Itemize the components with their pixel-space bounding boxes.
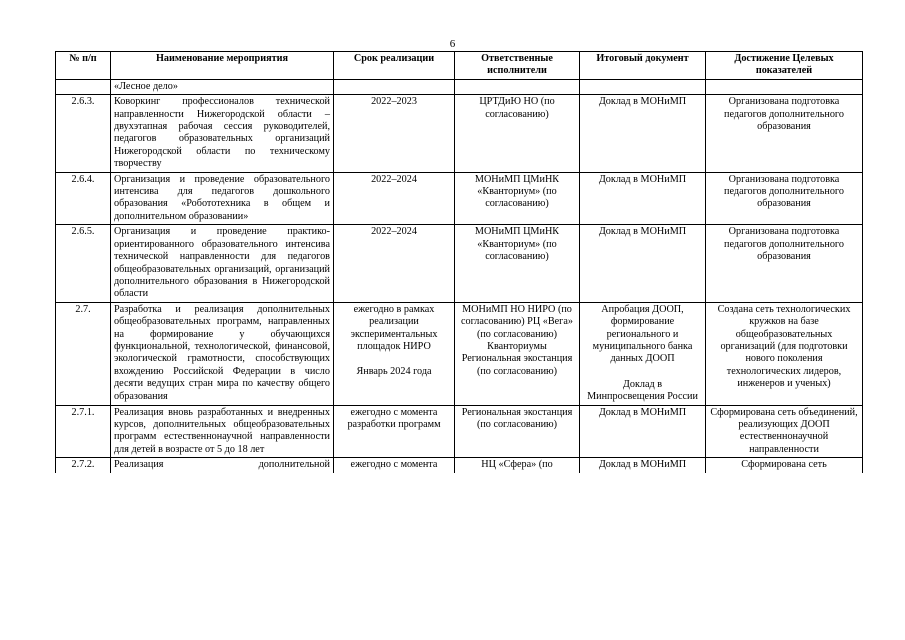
row-responsible: МОНиМП ЦМиНК «Кванториум» (по согласованию) xyxy=(455,172,580,225)
header-document: Итоговый документ xyxy=(580,52,706,80)
row-term: ежегодно с момента разработки программ xyxy=(334,405,455,458)
row-term: 2022–2024 xyxy=(334,225,455,302)
row-name: «Лесное дело» xyxy=(111,79,334,94)
row-term xyxy=(334,302,455,405)
row-goal: Организована подготовка педагогов дополнительного образования xyxy=(706,225,863,302)
row-responsible: МОНиМП НО НИРО (по согласованию) РЦ «Вега» (по согласованию) Кванториумы Региональная экостанция (по согласованию) xyxy=(455,302,580,405)
row-document: Доклад в МОНиМП xyxy=(580,458,706,473)
header-name: Наименование мероприятия xyxy=(111,52,334,80)
row-document: Доклад в МОНиМП xyxy=(580,95,706,172)
page-number: 6 xyxy=(449,38,456,50)
header-term: Срок реализации xyxy=(334,52,455,80)
row-goal xyxy=(706,79,863,94)
table-row xyxy=(56,172,863,225)
row-document-part: Доклад в Минпросвещения России xyxy=(587,378,698,403)
table-row xyxy=(56,405,863,458)
row-name: Организация и проведение образовательного интенсива для педагогов дошкольного образования «Робототехника в общем и дополнительном образовании» xyxy=(111,172,334,225)
row-goal: Сформирована сеть объединений, реализующих ДООП естественнонаучной направленности xyxy=(706,405,863,458)
row-document: Доклад в МОНиМП xyxy=(580,172,706,225)
row-name: Организация и проведение практико-ориентированного образовательного интенсива технической направленности для педагогов общеобразовательных организаций, организаций дополнительного образования в Нижегородской области xyxy=(111,225,334,302)
table-row xyxy=(56,225,863,302)
row-document: Доклад в МОНиМП xyxy=(580,405,706,458)
row-name-text: Реализация дополнительной xyxy=(114,459,330,471)
table-row xyxy=(56,79,863,94)
row-document-part: Апробация ДООП, формирование регионального и муниципального банка данных ДООП xyxy=(592,303,693,365)
row-name: Реализация вновь разработанных и внедренных курсов, дополнительных общеобразовательных программ естественнонаучной направленности для детей в возрасте от 5 до 18 лет xyxy=(111,405,334,458)
header-num: № п/п xyxy=(56,52,111,80)
header-goal: Достижение Целевых показателей xyxy=(706,52,863,80)
row-responsible xyxy=(455,79,580,94)
row-responsible: МОНиМП ЦМиНК «Кванториум» (по согласованию) xyxy=(455,225,580,302)
row-term: ежегодно с момента xyxy=(334,458,455,473)
row-num: 2.7.1. xyxy=(56,405,111,458)
row-responsible: ЦРТДиЮ НО (по согласованию) xyxy=(455,95,580,172)
row-name: Коворкинг профессионалов технической направленности Нижегородской области – двухэтапная рабочая сессия руководителей, педагогов образовательных организаций Нижегородской области по техническому творчеству xyxy=(111,95,334,172)
row-responsible: НЦ «Сфера» (по xyxy=(455,458,580,473)
row-term-part: Январь 2024 года xyxy=(356,366,432,378)
row-term: 2022–2023 xyxy=(334,95,455,172)
row-document: Доклад в МОНиМП xyxy=(580,225,706,302)
row-num: 2.7.2. xyxy=(56,458,111,473)
row-document xyxy=(580,79,706,94)
row-goal: Сформирована сеть xyxy=(706,458,863,473)
row-num: 2.6.5. xyxy=(56,225,111,302)
header-responsible: Ответственные исполнители xyxy=(455,52,580,80)
row-num: 2.6.3. xyxy=(56,95,111,172)
row-goal: Организована подготовка педагогов дополнительного образования xyxy=(706,95,863,172)
table-header-row xyxy=(56,52,863,80)
row-num xyxy=(56,79,111,94)
table-row xyxy=(56,458,863,473)
row-name: Разработка и реализация дополнительных общеобразовательных программ, направленных на формирование у обучающихся функциональной, технологической, финансовой, экологической грамотности, способствующих вхождению Российской Федерации в число десяти ведущих стран мира по качеству общего образования xyxy=(111,302,334,405)
row-num: 2.7. xyxy=(56,302,111,405)
row-responsible: Региональная экостанция (по согласованию) xyxy=(455,405,580,458)
row-goal: Создана сеть технологических кружков на базе общеобразовательных организаций (для подготовки нового поколения технологических лидеров, инженеров и ученых) xyxy=(706,302,863,405)
table-row xyxy=(56,302,863,405)
row-term: 2022–2024 xyxy=(334,172,455,225)
events-table xyxy=(55,51,863,473)
row-term xyxy=(334,79,455,94)
row-term-part: ежегодно в рамках реализации экспериментальных площадок НИРО xyxy=(350,303,438,352)
row-name xyxy=(111,458,334,473)
table-row xyxy=(56,95,863,172)
row-num: 2.6.4. xyxy=(56,172,111,225)
row-document xyxy=(580,302,706,405)
row-goal: Организована подготовка педагогов дополнительного образования xyxy=(706,172,863,225)
